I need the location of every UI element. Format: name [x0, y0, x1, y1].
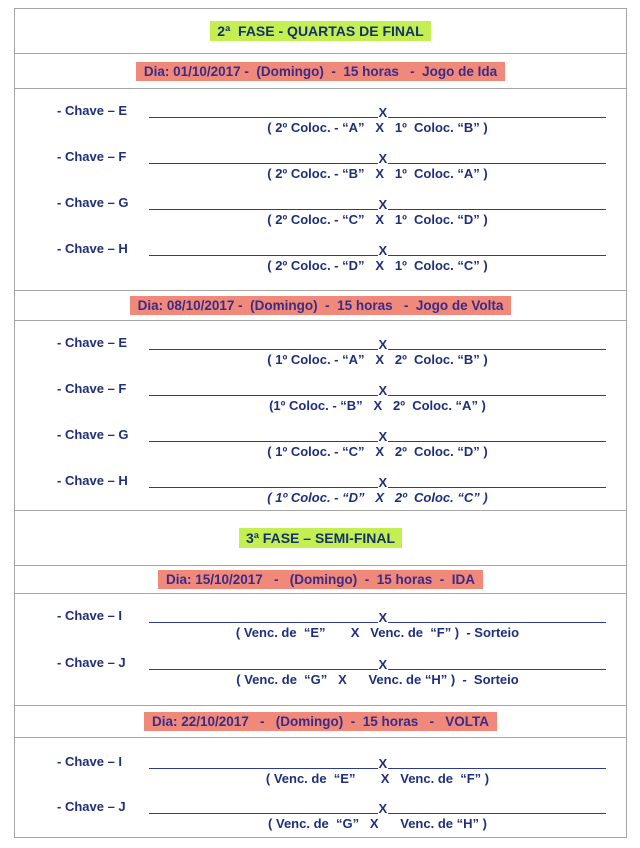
blank-line	[149, 381, 606, 396]
chave-label: - Chave – F	[57, 381, 127, 396]
phase2-title: 3ª FASE – SEMI-FINAL	[239, 528, 402, 548]
blank-line	[149, 195, 606, 210]
date-banner-sf-volta-row	[15, 706, 626, 738]
match-caption: ( 1º Coloc. - “C” X 2º Coloc. “D” )	[267, 444, 488, 459]
blank-line	[149, 655, 606, 670]
date-banner-qf-volta-row	[15, 291, 626, 321]
qf-volta-matches	[15, 321, 626, 511]
chave-label: - Chave – H	[57, 241, 128, 256]
match-caption: ( Venc. de “E” X Venc. de “F” )	[265, 771, 490, 786]
match-row	[15, 652, 626, 699]
chave-label: - Chave – G	[57, 427, 129, 442]
chave-label: - Chave – F	[57, 149, 127, 164]
x-separator: X	[378, 337, 388, 352]
match-row	[15, 378, 626, 424]
match-caption: ( Venc. de “E” X Venc. de “F” ) - Sorteio	[235, 625, 520, 640]
schedule-document	[14, 8, 627, 838]
x-separator: X	[378, 429, 388, 444]
x-separator: X	[378, 151, 388, 166]
chave-label: - Chave – J	[57, 799, 126, 814]
match-caption: (1º Coloc. - “B” X 2º Coloc. “A” )	[269, 398, 486, 413]
blank-line	[149, 473, 606, 488]
date-banner-sf-volta: Dia: 22/10/2017 - (Domingo) - 15 horas - VOLTA	[144, 712, 497, 731]
blank-line	[149, 608, 606, 623]
blank-line	[149, 335, 606, 350]
match-caption: ( Venc. de “G” X Venc. de “H” )	[268, 816, 487, 831]
chave-label: - Chave – G	[57, 195, 129, 210]
phase1-title: 2ª FASE - QUARTAS DE FINAL	[210, 21, 430, 41]
date-banner-sf-ida-row	[15, 566, 626, 594]
match-caption: ( Venc. de “G” X Venc. de “H” ) - Sorteio	[236, 672, 519, 687]
chave-label: - Chave – J	[57, 655, 126, 670]
phase1-header-row	[15, 9, 626, 54]
x-separator: X	[378, 475, 388, 490]
date-banner-qf-ida-row	[15, 54, 626, 89]
match-row	[15, 796, 626, 839]
match-row	[15, 100, 626, 146]
match-row	[15, 332, 626, 378]
match-caption: ( 1º Coloc. - “D” X 2º Coloc. “C” )	[267, 490, 488, 505]
match-caption: ( 1º Coloc. - “A” X 2º Coloc. “B” )	[267, 352, 488, 367]
sf-volta-matches	[15, 738, 626, 839]
blank-line	[149, 149, 606, 164]
match-row	[15, 605, 626, 652]
x-separator: X	[378, 105, 388, 120]
match-row	[15, 146, 626, 192]
x-separator: X	[378, 610, 388, 625]
match-caption: ( 2º Coloc. - “D” X 1º Coloc. “C” )	[267, 258, 488, 273]
blank-line	[149, 427, 606, 442]
x-separator: X	[378, 756, 388, 771]
date-banner-qf-ida: Dia: 01/10/2017 - (Domingo) - 15 horas - Jogo de Ida	[136, 62, 505, 81]
blank-line	[149, 799, 606, 814]
date-banner-qf-volta: Dia: 08/10/2017 - (Domingo) - 15 horas - Jogo de Volta	[130, 296, 512, 315]
chave-label: - Chave – H	[57, 473, 128, 488]
match-row	[15, 470, 626, 511]
chave-label: - Chave – I	[57, 754, 123, 769]
sf-ida-matches	[15, 594, 626, 706]
chave-label: - Chave – I	[57, 608, 123, 623]
date-banner-sf-ida: Dia: 15/10/2017 - (Domingo) - 15 horas - IDA	[158, 570, 483, 589]
qf-ida-matches	[15, 89, 626, 291]
match-row	[15, 424, 626, 470]
x-separator: X	[378, 197, 388, 212]
match-row	[15, 192, 626, 238]
blank-line	[149, 754, 606, 769]
match-caption: ( 2º Coloc. - “A” X 1º Coloc. “B” )	[267, 120, 488, 135]
match-caption: ( 2º Coloc. - “B” X 1º Coloc. “A” )	[267, 166, 488, 181]
chave-label: - Chave – E	[57, 103, 128, 118]
blank-line	[149, 103, 606, 118]
blank-line	[149, 241, 606, 256]
phase2-header-row	[15, 511, 626, 566]
x-separator: X	[378, 383, 388, 398]
x-separator: X	[378, 243, 388, 258]
x-separator: X	[378, 801, 388, 816]
x-separator: X	[378, 657, 388, 672]
chave-label: - Chave – E	[57, 335, 128, 350]
match-row	[15, 238, 626, 284]
match-row	[15, 751, 626, 796]
match-caption: ( 2º Coloc. - “C” X 1º Coloc. “D” )	[267, 212, 488, 227]
